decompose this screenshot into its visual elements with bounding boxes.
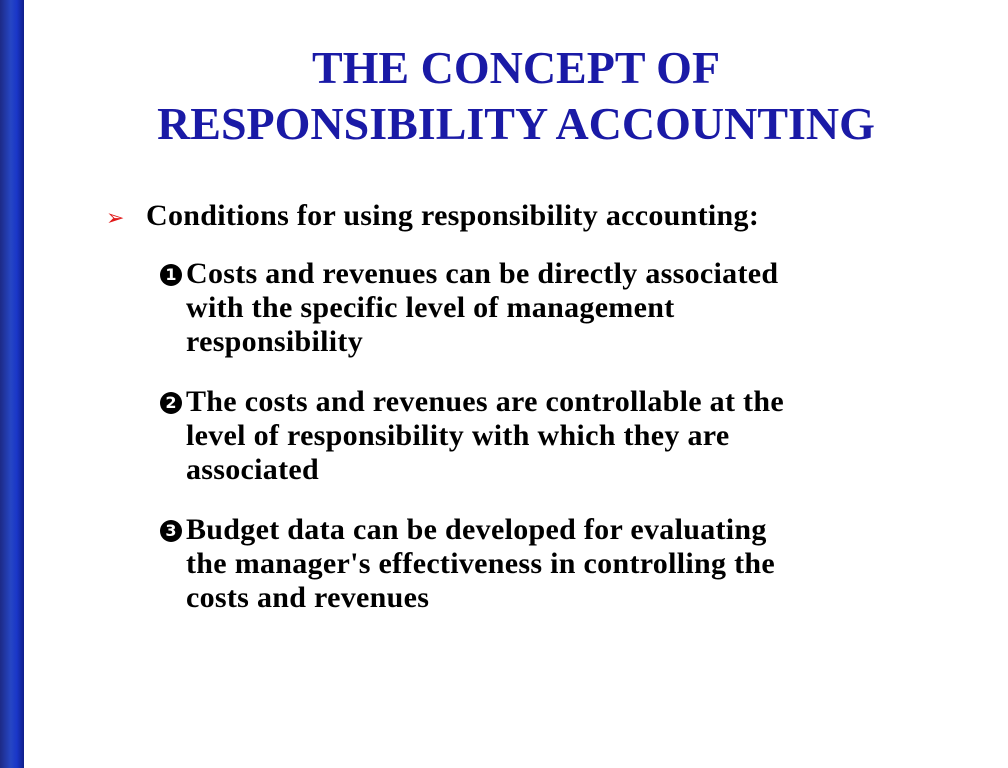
- number-two-icon: 2: [160, 392, 182, 414]
- main-bullet-text: Conditions for using responsibility accounting:: [146, 199, 760, 232]
- main-bullet: [106, 198, 946, 237]
- slide-content: [106, 198, 946, 641]
- slide-title: [24, 40, 1008, 152]
- number-three-icon: 3: [160, 520, 182, 542]
- sub-bullet-line: level of responsibility with which they are: [186, 419, 730, 452]
- sub-bullet-item: [160, 385, 946, 487]
- title-line-1: THE CONCEPT OF: [311, 42, 721, 93]
- sub-bullet-text: [186, 257, 778, 359]
- sub-bullet-text: [186, 385, 784, 487]
- sub-bullet-item: [160, 513, 946, 615]
- sub-bullet-line: the manager's effectiveness in controlling the: [186, 547, 775, 580]
- sub-bullet-line: associated: [186, 453, 319, 486]
- sub-bullet-line: Costs and revenues can be directly associated: [186, 257, 779, 290]
- sub-bullet-line: with the specific level of management: [186, 291, 675, 324]
- sub-bullet-item: [160, 257, 946, 359]
- sub-bullet-line: responsibility: [186, 325, 364, 358]
- sub-bullet-line: The costs and revenues are controllable at the: [186, 385, 784, 418]
- sub-bullet-text: [186, 513, 775, 615]
- sub-bullet-line: costs and revenues: [186, 581, 430, 614]
- sub-bullet-list: [106, 257, 946, 615]
- number-one-icon: 1: [160, 264, 182, 286]
- arrow-bullet-icon: ➢: [106, 206, 125, 231]
- title-line-2: RESPONSIBILITY ACCOUNTING: [157, 98, 875, 149]
- side-accent-bar: [0, 0, 24, 768]
- sub-bullet-line: Budget data can be developed for evaluating: [186, 513, 767, 546]
